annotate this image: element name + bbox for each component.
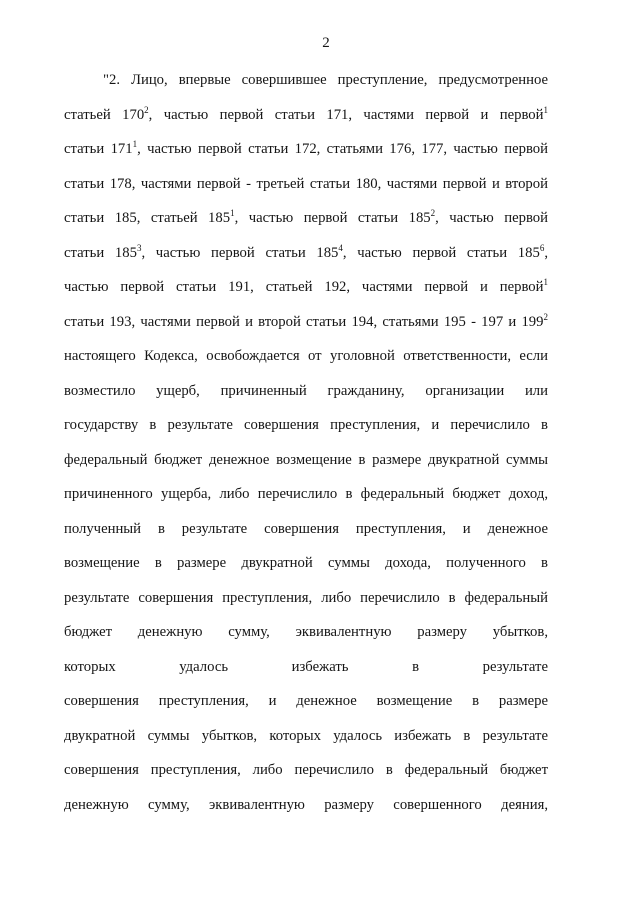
line-text: , частью первой статьи 172, статьями 176, 177, частью первой [137, 141, 548, 157]
text-line [64, 546, 548, 581]
text-line [64, 305, 548, 340]
line-text: статьи 178, частями первой - третьей статьи 180, частями первой и второй [64, 175, 548, 192]
page-number: 2 [322, 35, 330, 51]
superscript: 1 [543, 104, 548, 115]
superscript: 1 [543, 277, 548, 287]
line-text: федеральный бюджет денежное возмещение в размере двукратной суммы [64, 451, 548, 468]
line-text: "2. Лицо, впервые совершившее преступление, предусмотренное [103, 72, 548, 88]
line-text: , частью первой статьи 185 [342, 244, 540, 261]
superscript: 2 [543, 311, 548, 322]
line-text: двукратной суммы убытков, которых удалось избежать в результате [64, 727, 548, 744]
text-line [64, 408, 548, 443]
line-text: результате совершения преступления, либо перечислило в федеральный [64, 589, 548, 606]
text-line [64, 339, 548, 374]
text-line [64, 650, 548, 685]
line-text: , частью первой статьи 185 [234, 210, 431, 226]
line-text: статьи 171 [64, 141, 133, 157]
legal-paragraph [64, 63, 548, 822]
superscript: 6 [539, 242, 545, 253]
line-text: которых удалось избежать в результате [64, 658, 548, 675]
line-text: статьей 170 [64, 106, 145, 123]
line-text: причиненного ущерба, либо перечислило в федеральный бюджет доход, [64, 486, 548, 502]
text-line [64, 270, 548, 305]
superscript: 1 [132, 139, 138, 149]
line-text: государству в результате совершения преступления, и перечислило в [64, 417, 548, 433]
line-text: статьи 185, статьей 185 [64, 210, 231, 226]
line-text: статьи 193, частями первой и второй статьи 194, статьями 195 - 197 и 199 [64, 313, 544, 330]
line-text: , частью первой статьи 171, частями первой и первой [148, 106, 544, 123]
text-line [64, 63, 548, 98]
text-line [64, 201, 548, 236]
text-line [64, 132, 548, 167]
line-text: полученный в результате совершения преступления, и денежное [64, 520, 548, 537]
text-line [64, 615, 548, 650]
line-text: возмещение в размере двукратной суммы дохода, полученного в [64, 555, 548, 571]
superscript: 4 [338, 242, 343, 253]
superscript: 1 [230, 208, 235, 218]
text-line [64, 443, 548, 478]
line-text: частью первой статьи 191, статьей 192, частями первой и первой [64, 279, 544, 295]
text-line [64, 98, 548, 133]
line-text: бюджет денежную сумму, эквивалентную размеру убытков, [64, 624, 548, 640]
superscript: 2 [430, 208, 436, 218]
line-text: , [544, 244, 548, 261]
text-line [64, 477, 548, 512]
line-text: денежную сумму, эквивалентную размеру совершенного деяния, [64, 796, 548, 813]
text-line [64, 753, 548, 788]
superscript: 3 [136, 242, 142, 253]
text-line [64, 581, 548, 616]
line-text: , частью первой [435, 210, 548, 226]
text-line [64, 788, 548, 823]
line-text: возместило ущерб, причиненный гражданину, организации или [64, 382, 548, 399]
text-line [64, 684, 548, 719]
line-text: , частью первой статьи 185 [141, 244, 339, 261]
text-line [64, 167, 548, 202]
text-line [64, 719, 548, 754]
text-line [64, 512, 548, 547]
line-text: совершения преступления, и денежное возмещение в размере [64, 693, 548, 709]
text-line [64, 236, 548, 271]
line-text: совершения преступления, либо перечислило в федеральный бюджет [64, 762, 548, 778]
text-line [64, 374, 548, 409]
superscript: 2 [144, 104, 149, 115]
line-text: статьи 185 [64, 244, 137, 261]
line-text: настоящего Кодекса, освобождается от уголовной ответственности, если [64, 348, 548, 364]
